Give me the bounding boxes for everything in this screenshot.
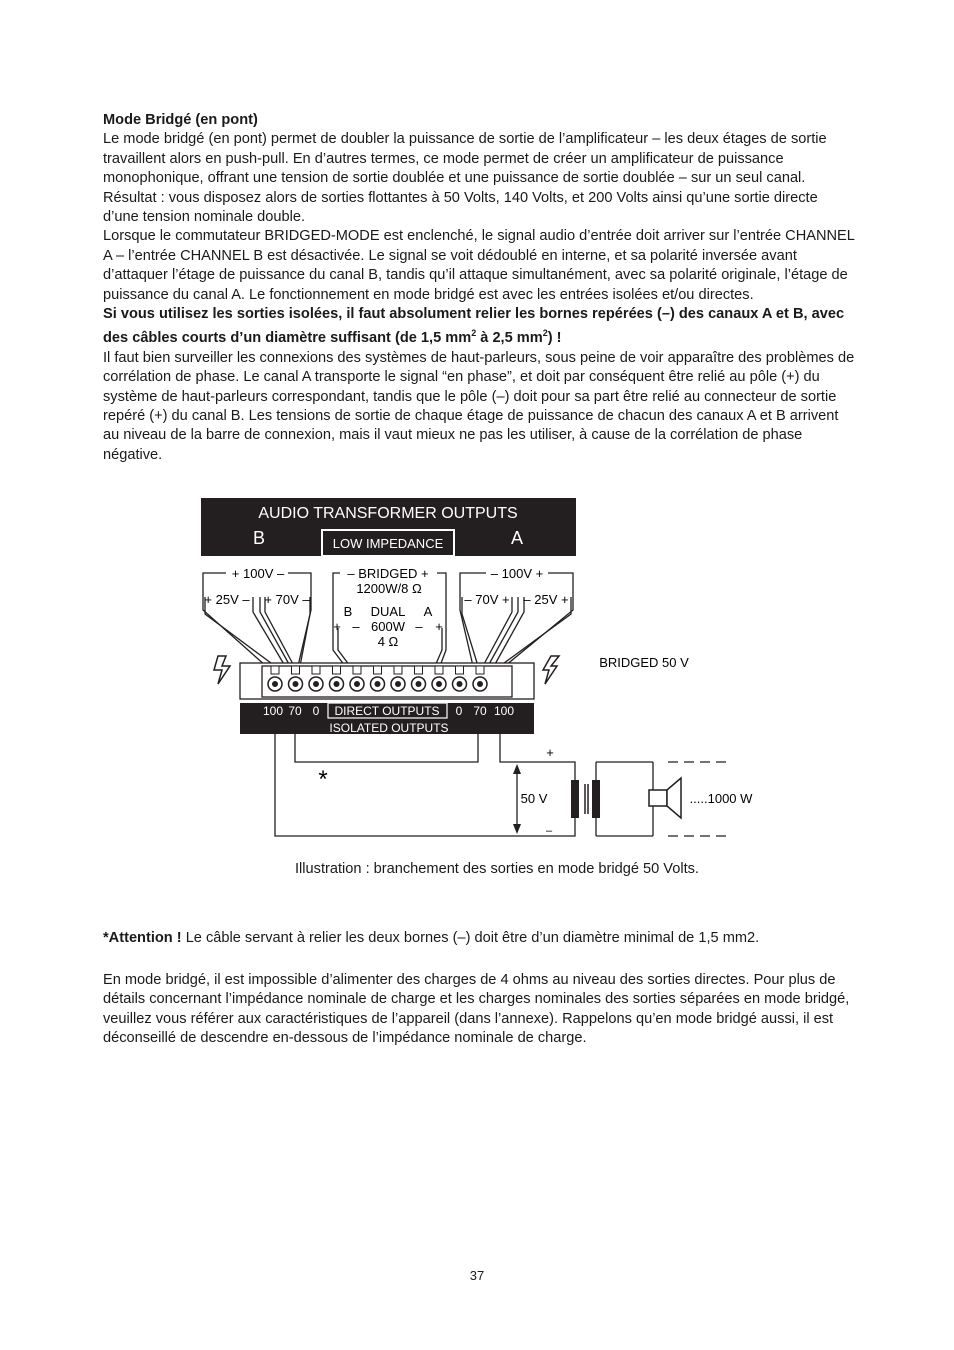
term-70-right: 70 xyxy=(473,704,487,718)
terminal-slot xyxy=(374,666,382,674)
plus-sign: + xyxy=(546,745,554,760)
minus-sign: – xyxy=(545,825,553,837)
terminal-screw-center xyxy=(313,681,319,687)
attention-text: Le câble servant à relier les deux bornes (–) doit être d’un diamètre minimal de 1,5 mm2. xyxy=(181,930,760,946)
left-lightning-icon xyxy=(214,656,230,684)
right-70v-label: – 70V + xyxy=(464,592,510,607)
page-number: 37 xyxy=(469,1268,485,1283)
right-100v-label: – 100V + xyxy=(490,566,544,581)
terminal-screw-center xyxy=(354,681,360,687)
right-wire-bundle xyxy=(460,573,573,666)
term-70-left: 70 xyxy=(288,704,302,718)
channel-a-label: A xyxy=(510,528,524,548)
dual-a-label: A xyxy=(423,604,433,619)
terminal-screw-center xyxy=(477,681,483,687)
right-25v-label: – 25V + xyxy=(523,592,569,607)
terminal-screw-center xyxy=(436,681,442,687)
terminal-screw-center xyxy=(375,681,381,687)
left-wire-bundle xyxy=(203,573,311,666)
low-impedance-label: LOW IMPEDANCE xyxy=(332,536,444,551)
attention-note xyxy=(103,929,855,948)
dual-label: DUAL xyxy=(370,604,406,619)
closing-text: En mode bridgé, il est impossible d’alimenter des charges de 4 ohms au niveau des sorties directes. Pour plus de détails concernant l’impédance nominale de charge et les charges nominales des sorties séparées en mode bridgé, veuillez vous référer aux caractéristiques de l’appareil (dans l’annexe). Rappelons qu’en mode bridgé aussi, il est déconseillé de descendre en-dessous de l’impédance nominale de charge. xyxy=(103,972,850,1047)
dual-ohm-label: 4 Ω xyxy=(377,634,399,649)
right-lightning-icon xyxy=(543,656,559,684)
transformer-icon xyxy=(571,780,600,818)
terminal-slot xyxy=(476,666,484,674)
term-0-left: 0 xyxy=(312,704,320,718)
warning-paragraph xyxy=(103,305,855,349)
terminal-slot xyxy=(271,666,279,674)
terminal-screw-center xyxy=(416,681,422,687)
bridged-wiring-diagram xyxy=(0,490,954,850)
terminal-screw-center xyxy=(395,681,401,687)
minus-left-label: – xyxy=(352,619,360,634)
channel-b-label: B xyxy=(252,528,266,548)
direct-outputs-label: DIRECT OUTPUTS xyxy=(334,704,440,718)
warning-text-1: Si vous utilisez les sorties isolées, il faut absolument relier les bornes repérées (–) des canaux A et B, avec des câbles courts d’un diamètre suffisant (de 1,5 mm xyxy=(103,306,845,347)
paragraph-1: Le mode bridgé (en pont) permet de doubler la puissance de sortie de l’amplificateur – les deux étages de sortie travaillent alors en push-pull. En d’autres termes, ce mode permet de créer un amplificateur de puissance monophonique, offrant une tension de sortie doublée et une puissance de sortie doublée – sur un seul canal. Résultat : vous disposez alors de sorties flottantes à 50 Volts, 140 Volts, et 200 Volts ainsi qu’une sortie directe d’une tension nominale double. xyxy=(103,131,827,226)
paragraph-3: Il faut bien surveiller les connexions des systèmes de haut-parleurs, sous peine de voir apparaître des problèmes de corrélation de phase. Le canal A transporte le signal “en phase”, et doit par conséquent être relié au pôle (+) du système de haut-parleurs correspondant, tandis que le pôle (–) doit pour sa part être relié au connecteur de sortie repéré (+) du canal B. Les tensions de sortie de chaque étage de puissance de chacun des canaux A et B arrivent au niveau de la barre de connexion, mais il vaut mieux ne pas les utiliser, à cause de la corrélation de phase négative. xyxy=(103,349,855,463)
terminal-slot xyxy=(312,666,320,674)
bridged-50v-label: BRIDGED 50 V xyxy=(599,655,689,670)
terminal-slot xyxy=(292,666,300,674)
figure-caption: Illustration : branchement des sorties en mode bridgé 50 Volts. xyxy=(295,861,699,877)
terminal-screw-center xyxy=(334,681,340,687)
header-title: AUDIO TRANSFORMER OUTPUTS xyxy=(258,505,518,522)
terminal-slot xyxy=(415,666,423,674)
terminal-screw-center xyxy=(457,681,463,687)
asterisk-mark: * xyxy=(318,766,328,793)
left-25v-label: + 25V – xyxy=(204,592,250,607)
terminal-slot xyxy=(333,666,341,674)
terminal-screw-center xyxy=(293,681,299,687)
bridged-power-label: 1200W/8 Ω xyxy=(356,581,422,596)
load-label: .....1000 W xyxy=(689,791,753,806)
warning-text-3: ) ! xyxy=(547,330,562,347)
terminal-slot xyxy=(435,666,443,674)
bridged-label: – BRIDGED + xyxy=(347,566,429,581)
minus-right-label: – xyxy=(415,619,423,634)
warning-text-2: à 2,5 mm xyxy=(476,330,543,347)
terminal-slot xyxy=(394,666,402,674)
term-100-left: 100 xyxy=(262,704,284,718)
left-70v-label: + 70V – xyxy=(264,592,310,607)
terminal-slot xyxy=(456,666,464,674)
terminal-screw-center xyxy=(272,681,278,687)
speaker-icon xyxy=(649,778,681,818)
term-0-right: 0 xyxy=(455,704,463,718)
isolated-outputs-label: ISOLATED OUTPUTS xyxy=(329,721,449,735)
warning-sup-2: 2 xyxy=(542,328,548,339)
term-100-right: 100 xyxy=(493,704,515,718)
attention-label: *Attention ! xyxy=(103,930,182,946)
plus-left-label: + xyxy=(333,619,341,634)
voltage-label: 50 V xyxy=(520,791,548,806)
plus-right-label: + xyxy=(435,619,443,634)
main-text xyxy=(103,111,855,465)
closing-paragraph xyxy=(103,971,855,1049)
dual-b-label: B xyxy=(343,604,353,619)
dual-power-label: 600W xyxy=(371,619,405,634)
warning-sup-1: 2 xyxy=(471,328,477,339)
left-100v-label: + 100V – xyxy=(231,566,285,581)
terminal-slot xyxy=(353,666,361,674)
section-heading: Mode Bridgé (en pont) xyxy=(103,112,258,128)
paragraph-2: Lorsque le commutateur BRIDGED-MODE est enclenché, le signal audio d’entrée doit arriver sur l’entrée CHANNEL A – l’entrée CHANNEL B est désactivée. Le signal se voit dédoublé en interne, et sa polarité inversée avant d’attaquer l’étage de puissance du canal B, tandis qu’il attaque simultanément, avec sa polarité originale, l’étage de puissance du canal A. Le fonctionnement en mode bridgé est avec les entrées isolées et/ou directes. xyxy=(103,228,855,303)
